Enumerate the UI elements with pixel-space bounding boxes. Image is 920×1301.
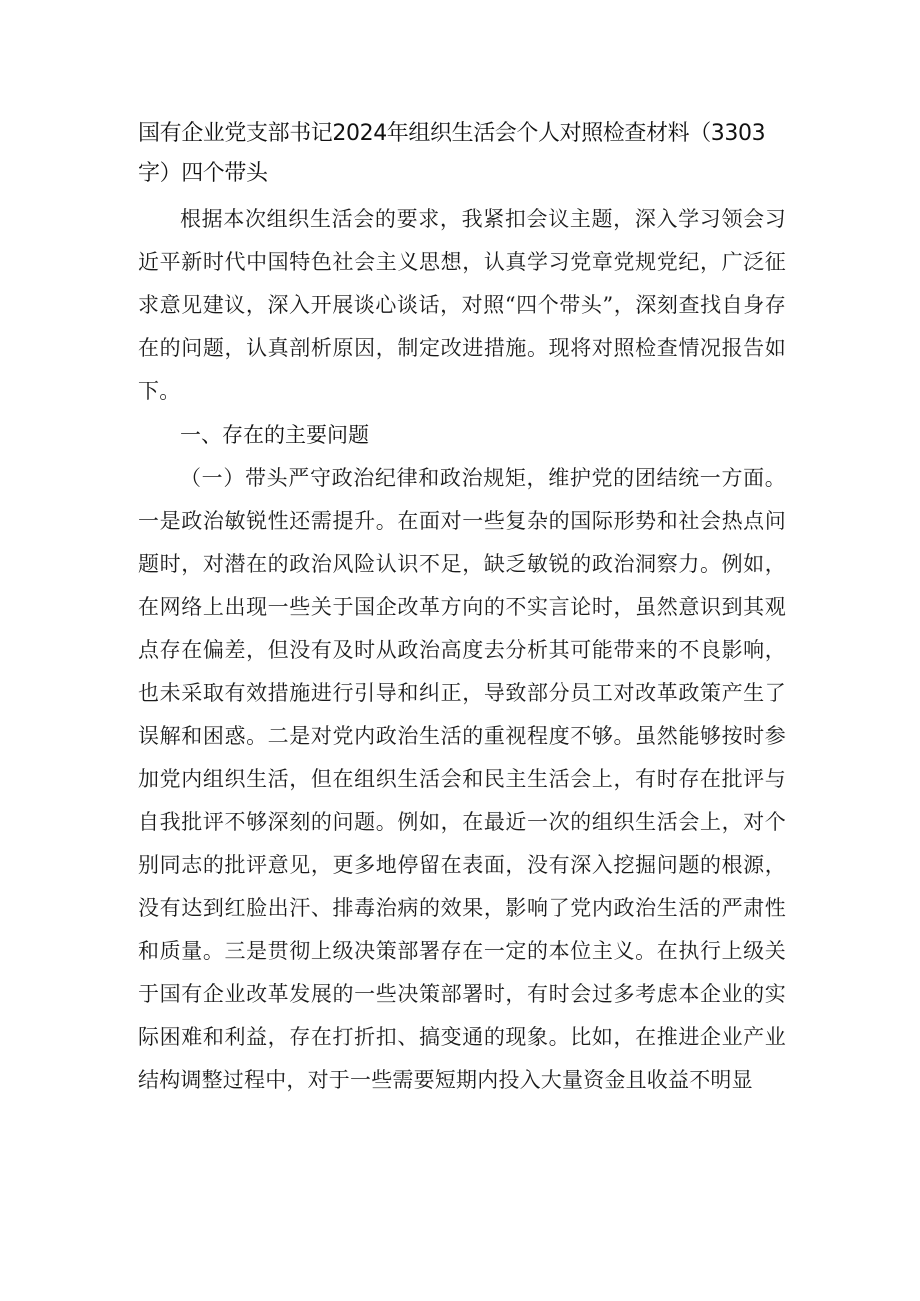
document-page bbox=[138, 114, 786, 1102]
body-paragraph: （一）带头严守政治纪律和政治规矩，维护党的团结统一方面。一是政治敏锐性还需提升。在面对一些复杂的国际形势和社会热点问题时，对潜在的政治风险认识不足，缺乏敏锐的政治洞察力。例如，在网络上出现一些关于国企改革方向的不实言论时，虽然意识到其观点存在偏差，但没有及时从政治高度去分析其可能带来的不良影响，也未采取有效措施进行引导和纠正，导致部分员工对改革政策产生了误解和困惑。二是对党内政治生活的重视程度不够。虽然能够按时参加党内组织生活，但在组织生活会和民主生活会上，有时存在批评与自我批评不够深刻的问题。例如，在最近一次的组织生活会上，对个别同志的批评意见，更多地停留在表面，没有深入挖掘问题的根源，没有达到红脸出汗、排毒治病的效果，影响了党内政治生活的严肃性和质量。三是贯彻上级决策部署存在一定的本位主义。在执行上级关于国有企业改革发展的一些决策部署时，有时会过多考虑本企业的实际困难和利益，存在打折扣、搞变通的现象。比如，在推进企业产业结构调整过程中，对于一些需要短期内投入大量资金且收益不明显 bbox=[138, 466, 786, 1092]
document-title: 国有企业党支部书记2024年组织生活会个人对照检查材料（3303字）四个带头 bbox=[138, 121, 766, 186]
section-heading: 一、存在的主要问题 bbox=[180, 423, 369, 447]
intro-paragraph: 根据本次组织生活会的要求，我紧扣会议主题，深入学习领会习近平新时代中国特色社会主义思想，认真学习党章党规党纪，广泛征求意见建议，深入开展谈心谈话，对照“四个带头”，深刻查找自身存在的问题，认真剖析原因，制定改进措施。现将对照检查情况报告如下。 bbox=[138, 207, 786, 403]
